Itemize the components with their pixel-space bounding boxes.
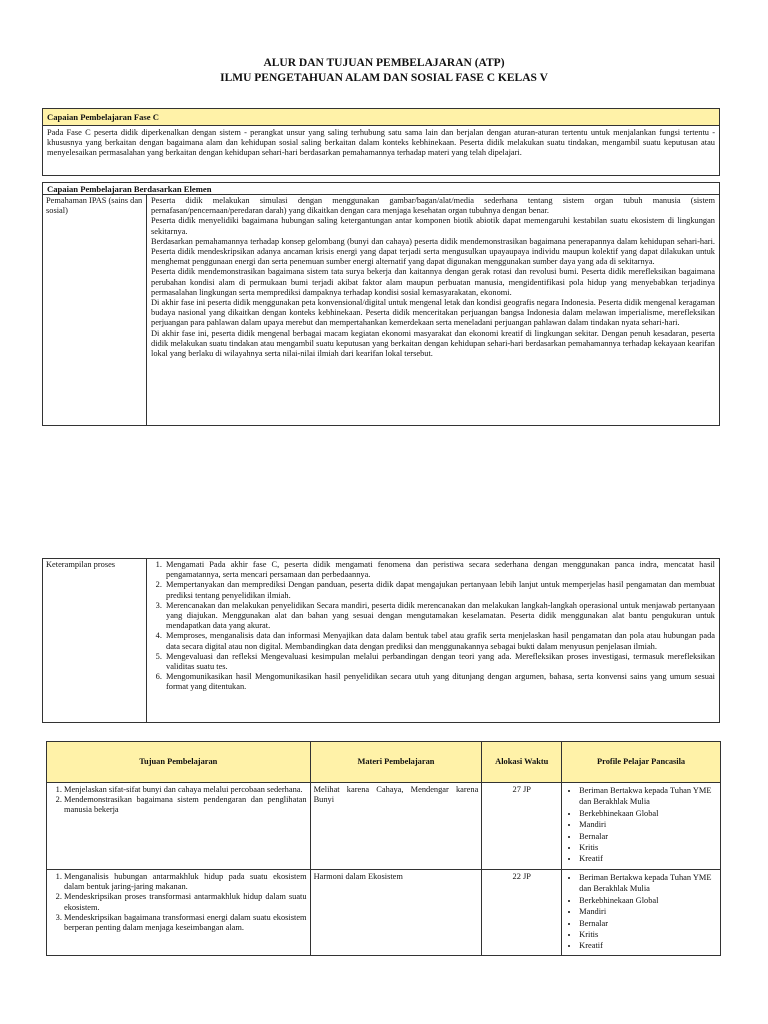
profil-item: • Beriman Bertakwa kepada Tuhan YME dan Berakhlak Mulia	[579, 785, 717, 808]
keterampilan-list	[151, 560, 715, 693]
profil-item: • Kritis	[579, 842, 717, 853]
element-label: Pemahaman IPAS (sains dan sosial)	[43, 195, 147, 425]
tujuan-item: 2. Mendeskripsikan proses transformasi antarmakhluk hidup dalam suatu ekosistem.	[64, 892, 307, 912]
tujuan-cell	[47, 783, 311, 870]
materi-cell: Melihat karena Cahaya, Mendengar karena Bunyi	[310, 783, 482, 870]
cp-fase-c-text: Pada Fase C peserta didik diperkenalkan dengan sistem - perangkat unsur yang saling terhubung satu sama lain dan berjalan dengan aturan-aturan tertentu untuk menjalankan fungsi tertentu - khususnya yang berkaitan dengan bagaimana alam dan kehidupan sosial saling berkaitan dalam konteks kebhinekaan. Peserta didik melakukan suatu tindakan, mengambil suatu keputusan atau menyelesaikan permasalahan yang berkaitan dengan kehidupan sehari-hari berdasarkan pemahamannya terhadap materi yang telah dipelajari.	[47, 128, 715, 158]
list-item: 6. Mengomunikasikan hasil Mengomunikasikan hasil penyelidikan secara utuh yang ditunjang dengan argumen, bahasa, serta konvensi sains yang umum sesuai format yang ditentukan.	[164, 672, 715, 692]
profil-item: • Kreatif	[579, 853, 717, 864]
column-header: Tujuan Pembelajaran	[47, 742, 311, 783]
alokasi-cell: 27 JP	[482, 783, 562, 870]
profil-item: • Bernalar	[579, 831, 717, 842]
keterampilan-items	[147, 559, 719, 722]
tujuan-item: 3. Mendeskripsikan bagaimana transformasi energi dalam suatu ekosistem berperan penting dalam menjaga keseimbangan alam.	[64, 913, 307, 933]
list-item: 5. Mengevaluasi dan refleksi Mengevaluasi kesimpulan melalui perbandingan dengan teori yang ada. Merefleksikan proses investigasi, termasuk merefleksikan validitas suatu tes.	[164, 652, 715, 672]
alokasi-cell: 22 JP	[482, 870, 562, 956]
column-header: Alokasi Waktu	[482, 742, 562, 783]
list-item: 3. Merencanakan dan melakukan penyelidikan Secara mandiri, peserta didik merencanakan dan melakukan langkah-langkah operasional untuk menjawab pertanyaan yang diajukan. Menggunakan alat dan bahan yang sesuai dengan mengutamakan keselamatan. Peserta didik menggunakan alat bantu pengukuran untuk mendapatkan data yang akurat.	[164, 601, 715, 632]
element-paragraph: Di akhir fase ini peserta didik menggunakan peta konvensional/digital untuk mengenal letak dan kondisi geografis negara Indonesia. Peserta didik mengenal keragaman budaya nasional yang dikaitkan dengan konteks kebhinekaan. Peserta didik menceritakan perjuangan bangsa Indonesia dalam melawan imperialisme, merefleksikan perjuangan para pahlawan dalam upaya merebut dan mempertahankan kemerdekaan serta meneladani perjuangan pahlawan dalam tindakan nyata sehari-hari.	[151, 298, 715, 328]
tujuan-item: 2. Mendemonstrasikan bagaimana sistem pendengaran dan penglihatan manusia bekerja	[64, 795, 307, 815]
element-paragraph: Peserta didik menyelidiki bagaimana hubungan saling ketergantungan antar komponen biotik abiotik dapat memengaruhi kestabilan suatu ekosistem di lingkungan sekitarnya.	[151, 216, 715, 236]
materi-cell: Harmoni dalam Ekosistem	[310, 870, 482, 956]
element-paragraph: Peserta didik melakukan simulasi dengan menggunakan gambar/bagan/alat/media sederhana tentang sistem organ tubuh manusia (sistem pernafasan/pencernaan/peredaran darah) yang dikaitkan dengan cara menjaga kesehatan organ tubuhnya dengan benar.	[151, 196, 715, 216]
element-paragraph: Berdasarkan pemahamannya terhadap konsep gelombang (bunyi dan cahaya) peserta didik mendemonstrasikan bagaimana penerapannya dalam kehidupan sehari-hari. Peserta didik mendeskripsikan adanya ancaman krisis energi yang dapat terjadi serta mengusulkan upayaupaya individu maupun kolektif yang dapat dilakukan untuk menghemat penggunaan energi dan serta penemuan sumber energi alternatif yang dapat digunakan menggunakan sumber daya yang ada di sekitarnya.	[151, 236, 715, 267]
profil-cell	[562, 783, 721, 870]
list-item: 2. Mempertanyakan dan memprediksi Dengan panduan, peserta didik dapat mengajukan pertanyaan lebih lanjut untuk memperjelas hasil pengamatan dan membuat prediksi tentang penyelidikan ilmiah.	[164, 580, 715, 600]
table-row	[47, 783, 721, 870]
profil-item: • Berkebhinekaan Global	[579, 895, 717, 906]
table-row	[47, 870, 721, 956]
tujuan-item: 1. Menganalisis hubungan antarmakhluk hidup pada suatu ekosistem dalam bentuk jaring-jaring makanan.	[64, 872, 307, 892]
tujuan-item: 1. Menjelaskan sifat-sifat bunyi dan cahaya melalui percobaan sederhana.	[64, 785, 307, 795]
profil-item: • Kreatif	[579, 940, 717, 951]
cp-elemen-heading: Capaian Pembelajaran Berdasarkan Elemen	[43, 183, 719, 195]
element-paragraph: Peserta didik mendemonstrasikan bagaimana sistem tata surya bekerja dan kaitannya dengan gerak rotasi dan revolusi bumi. Peserta didik merefleksikan bagaimana perubahan kondisi alam di permukaan bumi terjadi akibat faktor alam maupun perbuatan manusia, mengidentifikasi pola hidup yang menyebabkan terjadinya permasalahan lingkungan serta memprediksi dampaknya terhadap kondisi sosial kemasyarakatan, ekonomi.	[151, 267, 715, 297]
column-header: Profile Pelajar Pancasila	[562, 742, 721, 783]
profil-item: • Bernalar	[579, 918, 717, 929]
table-header-row	[47, 742, 721, 783]
list-item: 4. Memproses, menganalisis data dan informasi Menyajikan data dalam bentuk tabel atau grafik serta menjelaskan hasil pengamatan dan pola atau hubungan pada data secara digital atau non digital. Membandingkan data dengan prediksi dan menggunakannya sebagai bukti dalam menyusun penjelasan ilmiah.	[164, 631, 715, 651]
document-title-line-1: ALUR DAN TUJUAN PEMBELAJARAN (ATP)	[263, 57, 505, 69]
profil-item: • Berkebhinekaan Global	[579, 808, 717, 819]
tujuan-cell	[47, 870, 311, 956]
column-header: Materi Pembelajaran	[310, 742, 482, 783]
cp-fase-c-heading: Capaian Pembelajaran Fase C	[43, 109, 719, 126]
cp-elemen-box	[42, 182, 720, 426]
document-title-line-2: ILMU PENGETAHUAN ALAM DAN SOSIAL FASE C KELAS V	[220, 72, 548, 84]
keterampilan-label: Keterampilan proses	[43, 559, 147, 722]
profil-cell	[562, 870, 721, 956]
tujuan-pembelajaran-table	[46, 741, 721, 956]
profil-item: • Mandiri	[579, 906, 717, 917]
element-description	[147, 195, 719, 425]
profil-item: • Mandiri	[579, 819, 717, 830]
element-paragraph: Di akhir fase ini, peserta didik mengenal berbagai macam kegiatan ekonomi masyarakat dan ekonomi kreatif di lingkungan sekitar. Dengan penuh kesadaran, peserta didik melakukan suatu tindakan atau mengambil suatu keputusan yang berkaitan dengan kehidupan sehari-hari berdasarkan pemahamannya terhadap kekayaan kearifan lokal yang berlaku di wilayahnya serta nilai-nilai ilmiah dari kearifan lokal tersebut.	[151, 328, 715, 359]
cp-fase-c-box	[42, 108, 720, 176]
profil-item: • Kritis	[579, 929, 717, 940]
profil-item: • Beriman Bertakwa kepada Tuhan YME dan Berakhlak Mulia	[579, 872, 717, 895]
list-item: 1. Mengamati Pada akhir fase C, peserta didik mengamati fenomena dan peristiwa secara sederhana dengan menggunakan panca indra, mencatat hasil pengamatannya, serta mencari persamaan dan perbedaannya.	[164, 560, 715, 580]
keterampilan-proses-box	[42, 558, 720, 723]
